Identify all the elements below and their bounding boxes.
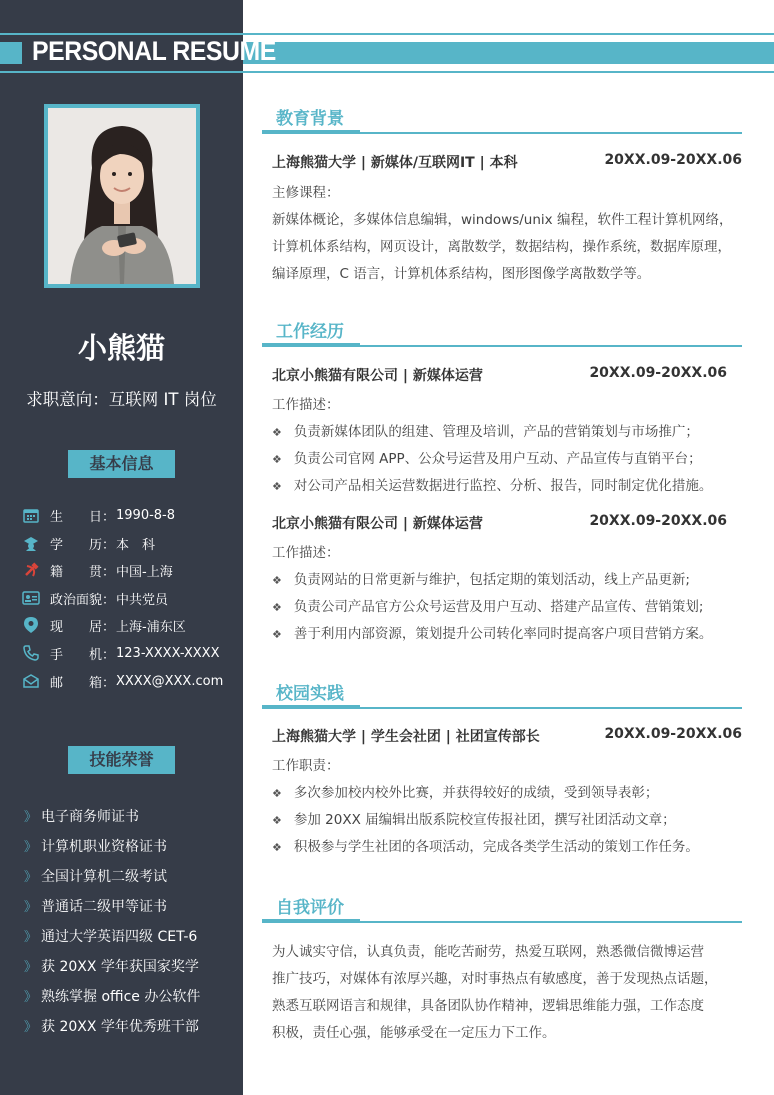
campus-org: 上海熊猫大学 | 学生会社团 | 社团宣传部长 <box>272 729 540 745</box>
diamond-bullet-icon: ❖ <box>272 787 282 800</box>
info-key: 手 机： <box>50 647 116 663</box>
skill-item <box>24 896 167 916</box>
skill-text: 电子商务师证书 <box>41 809 140 825</box>
campus-bullet <box>272 835 699 855</box>
campus-bullet <box>272 808 676 828</box>
job-company: 北京小熊猫有限公司 | 新媒体运营 <box>272 516 483 532</box>
info-value: 中国-上海 <box>116 564 173 580</box>
header-line-bottom <box>0 71 774 73</box>
job-label: 工作描述： <box>272 397 340 413</box>
campus-title: 校园实践 <box>276 684 344 704</box>
skill-item <box>24 926 197 946</box>
info-key: 生 日： <box>50 509 116 525</box>
info-value: 上海-浦东区 <box>116 619 186 635</box>
diamond-bullet-icon: ❖ <box>272 574 282 587</box>
graduation-cap-icon <box>22 534 40 552</box>
resume-title: PERSONAL RESUME <box>32 36 276 66</box>
portrait-illustration <box>48 108 196 284</box>
job-intent: 求职意向：互联网 IT 岗位 <box>26 390 217 409</box>
skill-item <box>24 956 199 976</box>
skill-text: 通过大学英语四级 CET-6 <box>41 929 198 945</box>
profile-photo-frame <box>44 104 200 288</box>
info-row-residence <box>22 614 186 636</box>
job-date: 20XX.09-20XX.06 <box>589 513 727 529</box>
hammer-sickle-icon <box>22 561 40 579</box>
job-bullet <box>272 595 703 615</box>
info-row-politics <box>22 587 168 609</box>
education-date: 20XX.09-20XX.06 <box>604 152 742 168</box>
diamond-bullet-icon: ❖ <box>272 628 282 641</box>
info-row-phone <box>22 642 220 664</box>
education-title: 教育背景 <box>276 109 344 129</box>
campus-label: 工作职责： <box>272 758 340 774</box>
header-accent-bar <box>243 42 774 64</box>
calendar-icon <box>22 506 40 524</box>
work-title: 工作经历 <box>276 322 344 342</box>
diamond-bullet-icon: ❖ <box>272 601 282 614</box>
campus-date: 20XX.09-20XX.06 <box>604 726 742 742</box>
job-heading <box>272 365 727 385</box>
info-value: 1990-8-8 <box>116 507 176 523</box>
bullet-text: 负责新媒体团队的组建、管理及培训，产品的营销策划与市场推广； <box>293 424 699 440</box>
campus-heading <box>272 726 742 746</box>
self-eval-line: 熟悉互联网语言和规律，具备团队协作精神，逻辑思维能力强，工作态度 <box>272 998 704 1014</box>
chevron-right-icon: 》 <box>24 960 38 975</box>
info-row-birthday <box>22 504 175 526</box>
job-bullet <box>272 622 712 642</box>
chevron-right-icon: 》 <box>24 900 38 915</box>
self-eval-line: 积极，责任心强，能够承受在一定压力下工作。 <box>272 1025 556 1041</box>
education-line: 编译原理，C 语言，计算机体系结构，图形图像学离散数学等。 <box>272 266 651 282</box>
education-school: 上海熊猫大学 | 新媒体/互联网IT | 本科 <box>272 155 518 171</box>
education-line: 计算机体系结构，网页设计，离散数学，数据结构，操作系统，数据库原理， <box>272 239 731 255</box>
info-value: 中共党员 <box>116 592 169 608</box>
skill-item <box>24 806 139 826</box>
campus-bullet <box>272 781 658 801</box>
info-key: 邮 箱： <box>50 675 116 691</box>
diamond-bullet-icon: ❖ <box>272 426 282 439</box>
job-bullet <box>272 474 712 494</box>
bullet-text: 负责公司产品官方公众号运营及用户互动、搭建产品宣传、营销策划; <box>293 599 704 615</box>
info-key: 籍 贯： <box>50 564 116 580</box>
self-eval-line: 推广技巧，对媒体有浓厚兴趣，对时事热点有敏感度，善于发现热点话题， <box>272 971 718 987</box>
bullet-text: 积极参与学生社团的各项活动，完成各类学生活动的策划工作任务。 <box>293 839 699 855</box>
job-bullet <box>272 420 699 440</box>
phone-icon <box>22 644 40 662</box>
job-bullet <box>272 568 690 588</box>
chevron-right-icon: 》 <box>24 840 38 855</box>
info-row-education <box>22 532 155 554</box>
chevron-right-icon: 》 <box>24 1020 38 1035</box>
candidate-name: 小熊猫 <box>77 331 165 365</box>
diamond-bullet-icon: ❖ <box>272 814 282 827</box>
self-eval-line: 为人诚实守信，认真负责，能吃苦耐劳，热爱互联网，熟悉微信微博运营 <box>272 944 704 960</box>
job-date: 20XX.09-20XX.06 <box>589 365 727 381</box>
bullet-text: 对公司产品相关运营数据进行监控、分析、报告，同时制定优化措施。 <box>293 478 713 494</box>
skills-title: 技能荣誉 <box>68 746 175 774</box>
bullet-text: 多次参加校内校外比赛，并获得较好的成绩，受到领导表彰； <box>293 785 659 801</box>
job-company: 北京小熊猫有限公司 | 新媒体运营 <box>272 368 483 384</box>
bullet-text: 善于利用内部资源，策划提升公司转化率同时提高客户项目营销方案。 <box>293 626 713 642</box>
bullet-text: 负责网站的日常更新与维护，包括定期的策划活动，线上产品更新; <box>293 572 690 588</box>
mail-icon <box>22 672 40 690</box>
info-row-email <box>22 670 223 692</box>
bullet-text: 参加 20XX 届编辑出版系院校宣传报社团，撰写社团活动文章； <box>293 812 676 828</box>
section-divider-accent <box>262 705 360 709</box>
id-card-icon <box>22 589 40 607</box>
skill-item <box>24 866 167 886</box>
skill-item <box>24 836 167 856</box>
skill-text: 获 20XX 学年获国家奖学 <box>41 959 199 975</box>
info-value: XXXX@XXX.com <box>116 673 224 689</box>
diamond-bullet-icon: ❖ <box>272 480 282 493</box>
skill-text: 熟练掌握 office 办公软件 <box>41 989 201 1005</box>
info-key: 学 历： <box>50 537 116 553</box>
skill-item <box>24 986 200 1006</box>
section-divider-accent <box>262 919 360 923</box>
header-accent-block <box>0 42 22 64</box>
info-value: 本 科 <box>116 537 156 553</box>
chevron-right-icon: 》 <box>24 990 38 1005</box>
skill-text: 普通话二级甲等证书 <box>41 899 168 915</box>
job-bullet <box>272 447 702 467</box>
skill-text: 计算机职业资格证书 <box>41 839 168 855</box>
info-row-hometown <box>22 559 173 581</box>
chevron-right-icon: 》 <box>24 870 38 885</box>
job-heading <box>272 513 727 533</box>
diamond-bullet-icon: ❖ <box>272 453 282 466</box>
education-label: 主修课程： <box>272 185 340 201</box>
chevron-right-icon: 》 <box>24 810 38 825</box>
skill-text: 全国计算机二级考试 <box>41 869 168 885</box>
location-pin-icon <box>22 616 40 634</box>
chevron-right-icon: 》 <box>24 930 38 945</box>
self-eval-title: 自我评价 <box>276 898 344 918</box>
section-divider-accent <box>262 343 360 347</box>
skill-text: 获 20XX 学年优秀班干部 <box>41 1019 199 1035</box>
skill-item <box>24 1016 199 1036</box>
job-label: 工作描述： <box>272 545 340 561</box>
section-divider-accent <box>262 130 360 134</box>
education-heading <box>272 152 742 172</box>
info-value: 123-XXXX-XXXX <box>116 645 220 661</box>
info-key: 现 居： <box>50 619 116 635</box>
diamond-bullet-icon: ❖ <box>272 841 282 854</box>
info-key: 政治面貌： <box>50 592 116 608</box>
education-line: 新媒体概论，多媒体信息编辑，windows/unix 编程，软件工程计算机网络， <box>272 212 733 228</box>
profile-photo <box>48 108 196 284</box>
bullet-text: 负责公司官网 APP、公众号运营及用户互动、产品宣传与直销平台； <box>293 451 702 467</box>
basic-info-title: 基本信息 <box>68 450 175 478</box>
header-line-top <box>0 33 774 35</box>
